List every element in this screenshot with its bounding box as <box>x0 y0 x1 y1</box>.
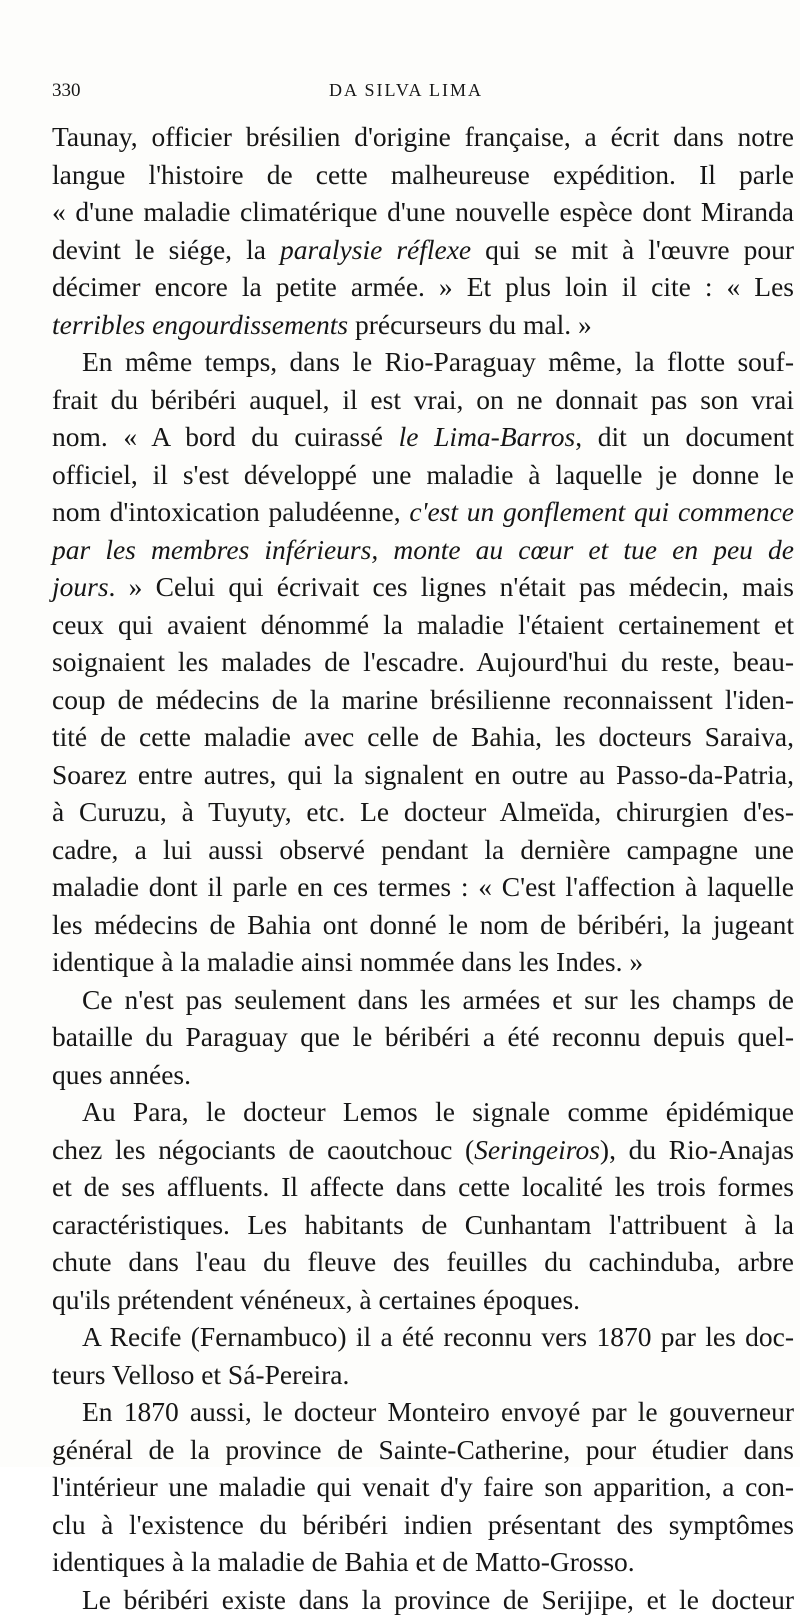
text-segment: Le béribéri existe dans la province de Serijipe, et le docteur <box>82 1584 794 1615</box>
text-segment: Ce n'est pas seulement dans les armées et sur les champs de <box>82 984 794 1015</box>
text-line <box>52 606 794 644</box>
text-segment: ceux qui avaient dénommé la maladie l'étaient certainement et <box>52 609 794 640</box>
text-line <box>52 943 794 981</box>
text-segment: qui se mit à l'œuvre pour <box>471 234 794 265</box>
text-line <box>52 1318 794 1356</box>
running-head <box>52 80 760 110</box>
text-segment: frait du béribéri auquel, il est vrai, on ne donnait pas son vrai <box>52 384 794 415</box>
text-line <box>52 456 794 494</box>
text-line <box>52 1506 794 1544</box>
text-segment: soignaient les malades de l'escadre. Aujourd'hui du reste, beau- <box>52 646 794 677</box>
text-segment: ques années. <box>52 1059 191 1090</box>
text-segment: officiel, il s'est développé une maladie à laquelle je donne le <box>52 459 794 490</box>
text-line <box>52 718 794 756</box>
text-line <box>52 1206 794 1244</box>
text-line <box>52 981 794 1019</box>
text-segment: précurseurs du mal. » <box>348 309 592 340</box>
text-line <box>52 1356 794 1394</box>
text-line <box>52 306 794 344</box>
text-line <box>52 1131 794 1169</box>
text-line <box>52 1543 794 1581</box>
italic-text: paralysie réflexe <box>280 234 471 265</box>
text-line <box>52 568 794 606</box>
text-segment: nom d'intoxication paludéenne, <box>52 496 409 527</box>
text-segment: Taunay, officier brésilien d'origine française, a écrit dans notre <box>52 121 794 152</box>
text-line <box>52 1468 794 1506</box>
text-segment: clu à l'existence du béribéri indien présentant des symptômes <box>52 1509 794 1540</box>
text-segment: bataille du Paraguay que le béribéri a été reconnu depuis quel- <box>52 1021 794 1052</box>
text-line <box>52 1281 794 1319</box>
text-line <box>52 1168 794 1206</box>
italic-text: le Lima-Barros <box>399 421 576 452</box>
text-segment: teurs Velloso et Sá-Pereira. <box>52 1359 349 1390</box>
text-segment: et de ses affluents. Il affecte dans cette localité les trois formes <box>52 1171 794 1202</box>
text-line <box>52 381 794 419</box>
text-line <box>52 1243 794 1281</box>
italic-text: terribles engourdissements <box>52 309 348 340</box>
text-segment: Soarez entre autres, qui la signalent en outre au Passo-da-Patria, <box>52 759 794 790</box>
text-segment: chute dans l'eau du fleuve des feuilles du cachinduba, arbre <box>52 1246 794 1277</box>
italic-text: jours <box>52 571 109 602</box>
text-line <box>52 418 794 456</box>
text-segment: décimer encore la petite armée. » Et plus loin il cite : « Les <box>52 271 794 302</box>
text-segment: . » Celui qui écrivait ces lignes n'était pas médecin, mais <box>109 571 794 602</box>
text-line <box>52 643 794 681</box>
text-segment: coup de médecins de la marine brésilienne reconnaissent l'iden- <box>52 684 794 715</box>
text-segment: « d'une maladie climatérique d'une nouvelle espèce dont Miranda <box>52 196 794 227</box>
text-segment: qu'ils prétendent vénéneux, à certaines époques. <box>52 1284 580 1315</box>
text-segment: A Recife (Fernambuco) il a été reconnu vers 1870 par les doc- <box>82 1321 794 1352</box>
text-line <box>52 531 794 569</box>
running-title: DA SILVA LIMA <box>52 80 760 101</box>
text-segment: maladie dont il parle en ces termes : « C'est l'affection à laquelle <box>52 871 794 902</box>
text-segment: les médecins de Bahia ont donné le nom de béribéri, la jugeant <box>52 909 794 940</box>
italic-text: c'est un gonflement qui commence <box>409 496 794 527</box>
text-line <box>52 493 794 531</box>
text-segment: langue l'histoire de cette malheureuse expédition. Il parle <box>52 159 794 190</box>
text-line <box>52 1056 794 1094</box>
text-segment: devint le siége, la <box>52 234 280 265</box>
italic-text: par les membres inférieurs, monte au cœur et tue en peu de <box>52 534 794 565</box>
text-segment: En 1870 aussi, le docteur Monteiro envoyé par le gouverneur <box>82 1396 794 1427</box>
text-line <box>52 906 794 944</box>
text-line <box>52 118 794 156</box>
text-segment: En même temps, dans le Rio-Paraguay même, la flotte souf- <box>82 346 794 377</box>
text-line <box>52 868 794 906</box>
text-line <box>52 156 794 194</box>
text-line <box>52 343 794 381</box>
text-segment: identiques à la maladie de Bahia et de Matto-Grosso. <box>52 1546 635 1577</box>
text-line <box>52 1581 794 1618</box>
text-segment: identique à la maladie ainsi nommée dans les Indes. » <box>52 946 643 977</box>
text-line <box>52 1393 794 1431</box>
italic-text: Seringeiros <box>474 1134 600 1165</box>
text-line <box>52 793 794 831</box>
text-segment: Au Para, le docteur Lemos le signale comme épidémique <box>82 1096 794 1127</box>
text-segment: caractéristiques. Les habitants de Cunhantam l'attribuent à la <box>52 1209 794 1240</box>
text-segment: nom. « A bord du cuirassé <box>52 421 399 452</box>
text-segment: tité de cette maladie avec celle de Bahia, les docteurs Saraiva, <box>52 721 794 752</box>
text-line <box>52 193 794 231</box>
text-line <box>52 756 794 794</box>
text-line <box>52 231 794 269</box>
text-line <box>52 831 794 869</box>
text-segment: cadre, a lui aussi observé pendant la dernière campagne une <box>52 834 794 865</box>
text-line <box>52 681 794 719</box>
body-text <box>52 118 794 1618</box>
text-line <box>52 1093 794 1131</box>
text-line <box>52 1018 794 1056</box>
text-segment: général de la province de Sainte-Catherine, pour étudier dans <box>52 1434 794 1465</box>
text-segment: ), du Rio-Anajas <box>600 1134 794 1165</box>
text-segment: chez les négociants de caoutchouc ( <box>52 1134 474 1165</box>
text-segment: à Curuzu, à Tuyuty, etc. Le docteur Almeïda, chirurgien d'es- <box>52 796 794 827</box>
text-line <box>52 1431 794 1469</box>
text-line <box>52 268 794 306</box>
page-number: 330 <box>52 80 81 102</box>
text-segment: l'intérieur une maladie qui venait d'y faire son apparition, a con- <box>52 1471 794 1502</box>
text-segment: , dit un document <box>575 421 794 452</box>
